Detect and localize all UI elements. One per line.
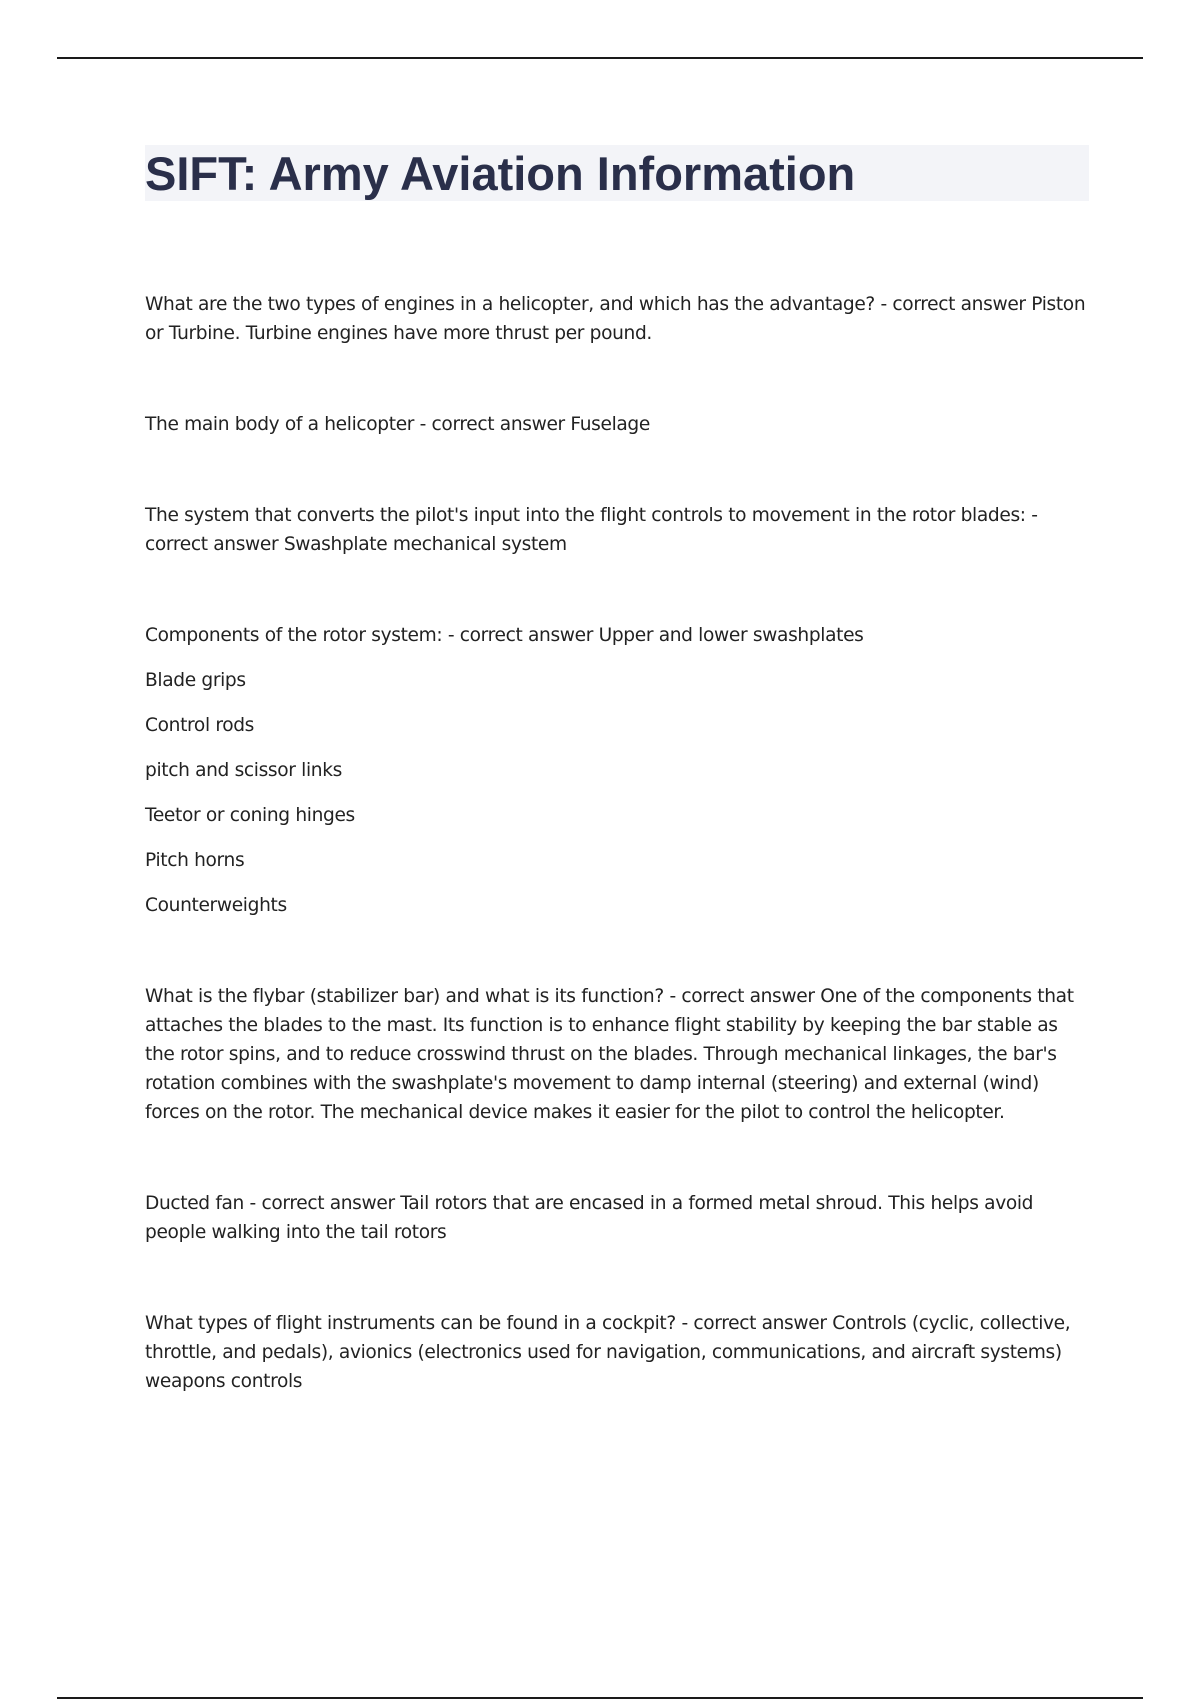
document-body bbox=[145, 290, 1087, 1458]
rotor-components-list bbox=[145, 666, 1087, 920]
bottom-rule bbox=[57, 1697, 1143, 1699]
list-item: pitch and scissor links bbox=[145, 760, 342, 781]
entry-text: What types of flight instruments can be found in a cockpit? - correct answer Controls (cyclic, collective, throttle, and pedals), avionics (electronics used for navigation, communications, and aircraft systems) weapons controls bbox=[145, 1313, 1071, 1392]
top-rule bbox=[57, 57, 1143, 59]
qa-entry-flight-instruments bbox=[145, 1309, 1087, 1396]
entry-text: Ducted fan - correct answer Tail rotors that are encased in a formed metal shroud. This helps avoid people walking into the tail rotors bbox=[145, 1193, 1034, 1243]
qa-entry-ducted-fan bbox=[145, 1189, 1087, 1247]
qa-entry-fuselage bbox=[145, 410, 1087, 439]
list-item: Counterweights bbox=[145, 895, 287, 916]
entry-text: What is the flybar (stabilizer bar) and what is its function? - correct answer One of the components that attaches the blades to the mast. Its function is to enhance flight stability by keeping the bar stable as the rotor spins, and to reduce crosswind thrust on the blades. Through mechanical linkages, the bar's rotation combines with the swashplate's movement to damp internal (steering) and external (wind) forces on the rotor. The mechanical device makes it easier for the pilot to control the helicopter. bbox=[145, 986, 1074, 1123]
entry-text: What are the two types of engines in a helicopter, and which has the advantage? - correct answer Piston or Turbine. Turbine engines have more thrust per pound. bbox=[145, 294, 1086, 344]
list-item: Control rods bbox=[145, 715, 255, 736]
list-item: Blade grips bbox=[145, 670, 246, 691]
page-title: SIFT: Army Aviation Information bbox=[145, 147, 856, 200]
qa-entry-rotor-components bbox=[145, 621, 1087, 920]
qa-entry-flybar bbox=[145, 982, 1087, 1127]
qa-entry-swashplate bbox=[145, 501, 1087, 559]
list-item: Teetor or coning hinges bbox=[145, 805, 355, 826]
list-item: Pitch horns bbox=[145, 850, 245, 871]
entry-text: Components of the rotor system: - correct answer Upper and lower swashplates bbox=[145, 625, 864, 646]
title-banner bbox=[145, 145, 1089, 201]
qa-entry-engines bbox=[145, 290, 1087, 348]
entry-text: The main body of a helicopter - correct answer Fuselage bbox=[145, 414, 650, 435]
entry-text: The system that converts the pilot's input into the flight controls to movement in the rotor blades: - correct answer Swashplate mechanical system bbox=[145, 505, 1038, 555]
